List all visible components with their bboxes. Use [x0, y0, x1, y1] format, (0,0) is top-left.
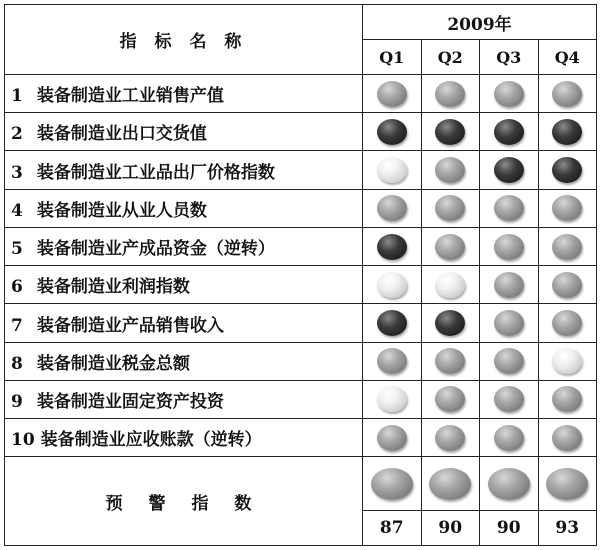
signal-light-dark: [377, 310, 407, 336]
signal-cell-q2: [421, 380, 480, 418]
indicator-number: 10: [11, 430, 35, 451]
signal-light-mid: [494, 310, 524, 336]
indicator-name-header: 指 标 名 称: [5, 5, 363, 75]
table-row: [5, 227, 597, 265]
signal-cell-q4: [538, 75, 597, 113]
indicator-number: 8: [11, 353, 23, 374]
table-row: [5, 266, 597, 304]
signal-cell-q4: [538, 189, 597, 227]
signal-cell-q2: [421, 266, 480, 304]
signal-cell-q1: [363, 419, 422, 457]
indicator-label: 装备制造业固定资产投资: [36, 391, 224, 412]
signal-light-mid: [377, 425, 407, 451]
signal-cell-q3: [480, 342, 539, 380]
signal-light-dark: [435, 119, 465, 145]
table-row: [5, 113, 597, 151]
signal-light-dark: [494, 157, 524, 183]
signal-cell-q1: [363, 227, 422, 265]
indicator-label: 装备制造业税金总额: [36, 353, 190, 374]
signal-cell-q4: [538, 380, 597, 418]
signal-cell-q1: [363, 304, 422, 342]
signal-light-light: [377, 272, 407, 298]
signal-cell-q2: [421, 75, 480, 113]
alarm-score-q3: 90: [480, 510, 539, 545]
signal-light-mid: [494, 386, 524, 412]
indicator-label: 装备制造业利润指数: [36, 277, 190, 298]
indicator-name-cell: [5, 419, 363, 457]
signal-light-dark: [552, 157, 582, 183]
indicator-number: 9: [11, 391, 23, 412]
indicator-number: 3: [11, 162, 23, 183]
signal-cell-q3: [480, 419, 539, 457]
quarter-header-q2: Q2: [421, 40, 480, 75]
signal-cell-q3: [480, 227, 539, 265]
signal-cell-q1: [363, 189, 422, 227]
signal-light-mid: [552, 310, 582, 336]
signal-cell-q4: [538, 227, 597, 265]
indicator-number: 5: [11, 239, 23, 260]
indicator-label: 装备制造业应收账款（逆转）: [40, 430, 262, 451]
indicator-rows: [5, 75, 597, 457]
warning-indicator-table: [4, 4, 597, 546]
signal-cell-q3: [480, 189, 539, 227]
signal-cell-q2: [421, 419, 480, 457]
quarter-header-q3: Q3: [480, 40, 539, 75]
signal-cell-q3: [480, 75, 539, 113]
signal-light-mid: [552, 272, 582, 298]
signal-cell-q4: [538, 151, 597, 189]
signal-light-mid: [552, 234, 582, 260]
alarm-score-q1: 87: [363, 510, 422, 545]
indicator-label: 装备制造业产品销售收入: [36, 315, 224, 336]
table-row: [5, 380, 597, 418]
indicator-number: 1: [11, 86, 23, 107]
signal-cell-q4: [538, 304, 597, 342]
signal-cell-q2: [421, 151, 480, 189]
indicator-name-cell: [5, 227, 363, 265]
indicator-name-cell: [5, 151, 363, 189]
signal-cell-q1: [363, 380, 422, 418]
signal-cell-q3: [480, 113, 539, 151]
signal-light-mid: [377, 195, 407, 221]
signal-light-dark: [494, 119, 524, 145]
signal-light-dark: [552, 119, 582, 145]
year-header: 2009年: [363, 5, 597, 40]
indicator-name-cell: [5, 75, 363, 113]
signal-light-mid: [377, 348, 407, 374]
signal-cell-q2: [421, 113, 480, 151]
signal-light-light: [377, 157, 407, 183]
signal-light-mid: [494, 81, 524, 107]
signal-cell-q1: [363, 342, 422, 380]
signal-cell-q2: [421, 227, 480, 265]
alarm-signal-light-q4: [546, 468, 588, 500]
signal-light-mid: [494, 425, 524, 451]
table-row: [5, 189, 597, 227]
alarm-index-label: 预 警 指 数: [5, 457, 363, 546]
table-row: [5, 304, 597, 342]
signal-cell-q4: [538, 342, 597, 380]
indicator-name-cell: [5, 189, 363, 227]
signal-light-light: [435, 272, 465, 298]
signal-light-mid: [435, 195, 465, 221]
signal-light-mid: [435, 81, 465, 107]
table-row: [5, 75, 597, 113]
signal-cell-q2: [421, 304, 480, 342]
indicator-number: 2: [11, 124, 23, 145]
signal-light-light: [552, 348, 582, 374]
table-row: [5, 151, 597, 189]
signal-light-mid: [377, 81, 407, 107]
signal-light-mid: [494, 195, 524, 221]
indicator-name-cell: [5, 304, 363, 342]
indicator-label: 装备制造业从业人员数: [36, 200, 207, 221]
indicator-name-cell: [5, 342, 363, 380]
signal-cell-q1: [363, 151, 422, 189]
alarm-score-q2: 90: [421, 510, 480, 545]
signal-light-mid: [435, 157, 465, 183]
indicator-label: 装备制造业工业品出厂价格指数: [36, 162, 275, 183]
signal-light-mid: [552, 195, 582, 221]
alarm-signal-light-q1: [371, 468, 413, 500]
indicator-number: 6: [11, 277, 23, 298]
indicator-number: 4: [11, 200, 23, 221]
indicator-name-cell: [5, 113, 363, 151]
indicator-name-cell: [5, 380, 363, 418]
signal-light-dark: [377, 234, 407, 260]
signal-cell-q3: [480, 266, 539, 304]
signal-cell-q4: [538, 113, 597, 151]
indicator-name-cell: [5, 266, 363, 304]
alarm-section: [5, 457, 597, 546]
alarm-signal-light-q2: [429, 468, 471, 500]
signal-light-mid: [494, 272, 524, 298]
signal-light-mid: [552, 81, 582, 107]
indicator-label: 装备制造业出口交货值: [36, 124, 207, 145]
signal-cell-q4: [538, 419, 597, 457]
signal-cell-q3: [480, 304, 539, 342]
signal-cell-q3: [480, 380, 539, 418]
signal-light-mid: [552, 425, 582, 451]
signal-light-dark: [435, 310, 465, 336]
indicator-label: 装备制造业工业销售产值: [36, 86, 224, 107]
signal-cell-q1: [363, 266, 422, 304]
signal-light-mid: [435, 386, 465, 412]
signal-cell-q2: [421, 189, 480, 227]
signal-light-light: [377, 386, 407, 412]
signal-light-dark: [377, 119, 407, 145]
signal-cell-q3: [480, 151, 539, 189]
signal-cell-q4: [538, 266, 597, 304]
signal-light-mid: [435, 234, 465, 260]
signal-light-mid: [435, 425, 465, 451]
indicator-number: 7: [11, 315, 23, 336]
alarm-signal-light-q3: [488, 468, 530, 500]
signal-cell-q1: [363, 113, 422, 151]
table-row: [5, 342, 597, 380]
signal-cell-q2: [421, 342, 480, 380]
signal-light-mid: [494, 348, 524, 374]
quarter-header-q1: Q1: [363, 40, 422, 75]
signal-light-mid: [435, 348, 465, 374]
signal-light-mid: [494, 234, 524, 260]
indicator-label: 装备制造业产成品资金（逆转）: [36, 239, 275, 260]
quarter-header-q4: Q4: [538, 40, 597, 75]
table-row: [5, 419, 597, 457]
signal-cell-q1: [363, 75, 422, 113]
alarm-score-q4: 93: [538, 510, 597, 545]
signal-light-mid: [552, 386, 582, 412]
